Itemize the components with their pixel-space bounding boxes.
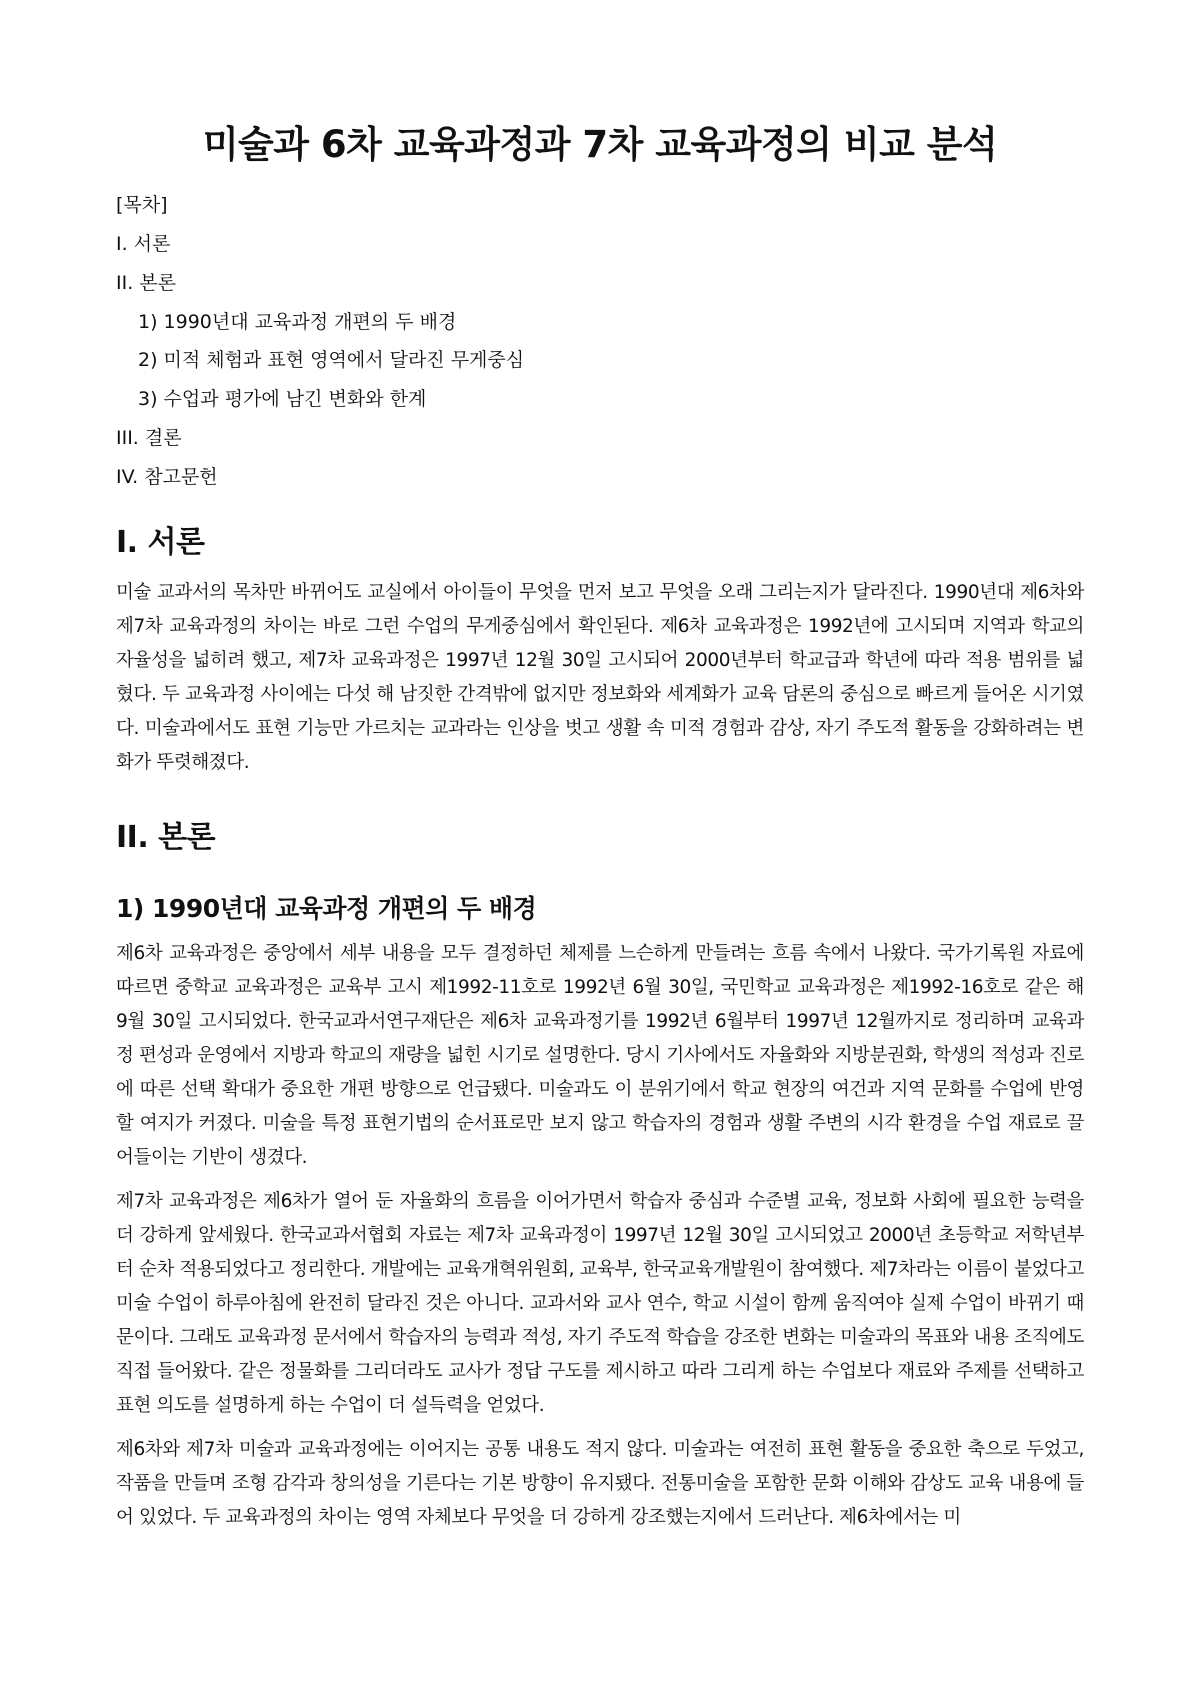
toc-item-intro: I. 서론 [116, 233, 171, 256]
section-heading-body: II. 본론 [116, 819, 216, 855]
toc-item-body: II. 본론 [116, 271, 176, 294]
table-of-contents [116, 194, 1084, 488]
toc-item-conclusion: III. 결론 [116, 427, 182, 450]
subsection-spacer [116, 871, 1084, 893]
document-title: 미술과 6차 교육과정과 7차 교육과정의 비교 분석 [202, 123, 998, 166]
intro-paragraph: 미술 교과서의 목차만 바뀌어도 교실에서 아이들이 무엇을 먼저 보고 무엇을 오래 그리는지가 달라진다. 1990년대 제6차와 제7차 교육과정의 차이는 바로 그런 수업의 무게중심에서 확인된다. 제6차 교육과정은 1992년에 고시되며 지역과 학교의 자율성을 넓히려 했고, 제7차 교육과정은 1997년 12월 30일 고시되어 2000년부터 학교급과 학년에 따라 적용 범위를 넓혔다. 두 교육과정 사이에는 다섯 해 남짓한 간격밖에 없지만 정보화와 세계화가 교육 담론의 중심으로 빠르게 들어온 시기였다. 미술과에서도 표현 기능만 가르치는 교과라는 인상을 벗고 생활 속 미적 경험과 감상, 자기 주도적 활동을 강화하려는 변화가 뚜렷해졌다. [116, 581, 1084, 773]
body-paragraph: 제6차 교육과정은 중앙에서 세부 내용을 모두 결정하던 체제를 느슨하게 만들려는 흐름 속에서 나왔다. 국가기록원 자료에 따르면 중학교 교육과정은 교육부 고시 제1992-11호로 1992년 6월 30일, 국민학교 교육과정은 제1992-16호로 같은 해 9월 30일 고시되었다. 한국교과서연구재단은 제6차 교육과정기를 1992년 6월부터 1997년 12월까지로 정리하며 교육과정 편성과 운영에서 지방과 학교의 재량을 넓힌 시기로 설명한다. 당시 기사에서도 자율화와 지방분권화, 학생의 적성과 진로에 따른 선택 확대가 중요한 개편 방향으로 언급됐다. 미술과도 이 분위기에서 학교 현장의 여건과 지역 문화를 수업에 반영할 여지가 커졌다. 미술을 특정 표현기법의 순서표로만 보지 않고 학습자의 경험과 생활 주변의 시각 환경을 수업 재료로 끌어들이는 기반이 생겼다. [116, 943, 1084, 1169]
toc-item-body-3: 3) 수업과 평가에 남긴 변화와 한계 [138, 388, 427, 411]
section-spacer [116, 790, 1084, 818]
toc-item-body-1: 1) 1990년대 교육과정 개편의 두 배경 [138, 310, 457, 333]
body-paragraph: 제6차와 제7차 미술과 교육과정에는 이어지는 공통 내용도 적지 않다. 미술과는 여전히 표현 활동을 중요한 축으로 두었고, 작품을 만들며 조형 감각과 창의성을 기른다는 기본 방향이 유지됐다. 전통미술을 포함한 문화 이해와 감상도 교육 내용에 들어 있었다. 두 교육과정의 차이는 영역 자체보다 무엇을 더 강하게 강조했는지에서 드러난다. 제6차에서는 미 [116, 1439, 1084, 1529]
section-heading-intro: I. 서론 [116, 524, 205, 560]
toc-item-body-2: 2) 미적 체험과 표현 영역에서 달라진 무게중심 [138, 349, 525, 372]
body-paragraph: 제7차 교육과정은 제6차가 열어 둔 자율화의 흐름을 이어가면서 학습자 중심과 수준별 교육, 정보화 사회에 필요한 능력을 더 강하게 앞세웠다. 한국교과서협회 자료는 제7차 교육과정이 1997년 12월 30일 고시되었고 2000년 초등학교 저학년부터 순차 적용되었다고 정리한다. 개발에는 교육개혁위원회, 교육부, 한국교육개발원이 참여했다. 제7차라는 이름이 붙었다고 미술 수업이 하루아침에 완전히 달라진 것은 아니다. 교과서와 교사 연수, 학교 시설이 함께 움직여야 실제 수업이 바뀌기 때문이다. 그래도 교육과정 문서에서 학습자의 능력과 적성, 자기 주도적 학습을 강조한 변화는 미술과의 목표와 내용 조직에도 직접 들어왔다. 같은 정물화를 그리더라도 교사가 정답 구도를 제시하고 따라 그리게 하는 수업보다 재료와 주제를 선택하고 표현 의도를 설명하게 하는 수업이 더 설득력을 얻었다. [116, 1191, 1084, 1417]
toc-item-references: IV. 참고문헌 [116, 465, 218, 488]
subsection-heading-1: 1) 1990년대 교육과정 개편의 두 배경 [116, 893, 537, 923]
toc-heading: [목차] [116, 194, 168, 217]
